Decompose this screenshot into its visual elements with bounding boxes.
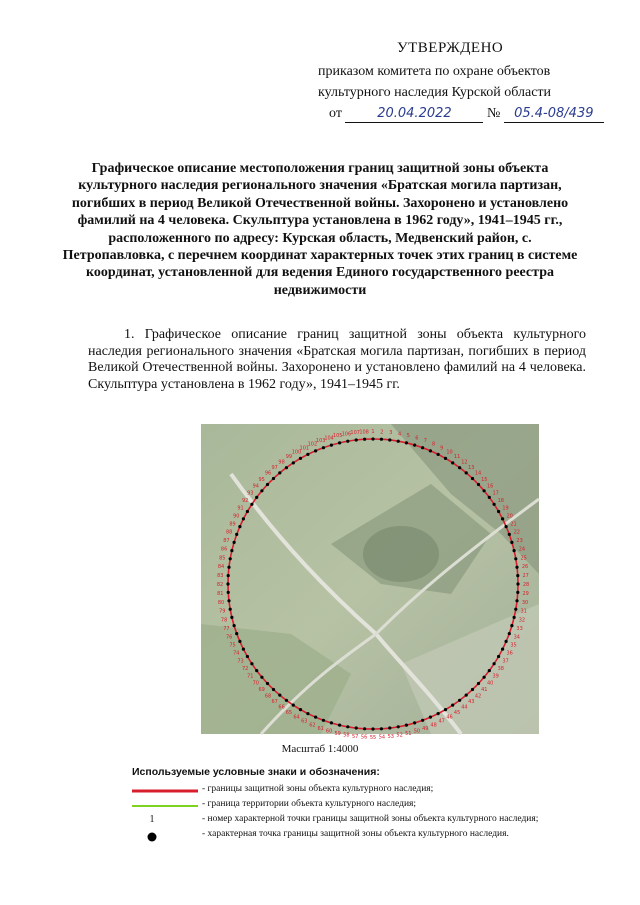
- boundary-point: [510, 541, 513, 544]
- point-number-label: 35: [510, 642, 517, 649]
- point-number-label: 40: [487, 680, 494, 687]
- map-svg: [201, 424, 539, 741]
- boundary-point: [235, 632, 238, 635]
- point-number-label: 103: [315, 438, 326, 445]
- point-number-label: 37: [502, 658, 509, 665]
- number-label: №: [486, 106, 501, 121]
- point-number-label: 80: [217, 599, 225, 606]
- point-number-label: 6: [415, 435, 419, 442]
- point-number-label: 86: [220, 546, 228, 553]
- boundary-point: [444, 708, 447, 711]
- point-number-label: 13: [468, 464, 475, 471]
- point-number-label: 95: [258, 477, 265, 483]
- boundary-point: [477, 483, 480, 486]
- boundary-point: [371, 727, 374, 730]
- point-number-label: 105: [332, 433, 343, 440]
- boundary-point: [371, 437, 374, 440]
- boundary-point: [299, 457, 302, 460]
- point-number-label: 61: [317, 725, 324, 732]
- boundary-point: [346, 725, 349, 728]
- boundary-point: [465, 471, 468, 474]
- legend-row-boundary: [132, 784, 592, 798]
- point-number-label: 73: [237, 658, 244, 665]
- point-number-label: 22: [513, 529, 520, 536]
- point-number-label: 85: [219, 555, 226, 562]
- point-number-label: 28: [522, 582, 530, 588]
- approval-line-2: культурного наследия Курской области: [318, 85, 552, 100]
- boundary-point: [338, 724, 341, 727]
- boundary-point: [380, 438, 383, 441]
- point-number-label: 50: [413, 728, 421, 735]
- boundary-point: [451, 461, 454, 464]
- approval-number-field: [504, 106, 604, 123]
- point-number-label: 91: [237, 505, 244, 512]
- boundary-point: [437, 453, 440, 456]
- boundary-point: [355, 438, 358, 441]
- point-number-label: 38: [497, 666, 504, 673]
- boundary-point: [230, 616, 233, 619]
- legend-row-number: [132, 814, 592, 828]
- point-number-label: 82: [216, 582, 224, 588]
- point-number-label: 100: [291, 449, 302, 456]
- boundary-point: [515, 599, 518, 602]
- boundary-point: [421, 446, 424, 449]
- point-number-label: 97: [271, 464, 278, 471]
- legend-row-dot: [132, 829, 592, 843]
- point-number-label: 58: [343, 732, 350, 739]
- boundary-point: [444, 457, 447, 460]
- point-number-label: 46: [446, 714, 453, 721]
- boundary-point: [338, 441, 341, 444]
- boundary-point: [278, 471, 281, 474]
- point-number-label: 63: [301, 718, 308, 725]
- section-1-text: 1. Графическое описание границ защитной зоны объекта культурного наследия регионального значения «Братская могила партизан, погибших в период Великой Отечественной войны. Захоронено и установлено фамилий на 4 человека. Скульптура установлена в 1962 году», 1941–1945 гг.: [88, 327, 586, 392]
- boundary-point: [397, 440, 400, 443]
- boundary-point: [497, 655, 500, 658]
- boundary-point: [250, 503, 253, 506]
- boundary-point: [477, 682, 480, 685]
- legend-text-number: - номер характерной точки границы защитной зоны объекта культурного наследия;: [202, 814, 539, 824]
- boundary-point: [413, 721, 416, 724]
- boundary-point: [314, 716, 317, 719]
- boundary-point: [488, 669, 491, 672]
- point-number-label: 66: [278, 704, 285, 711]
- point-number-label: 19: [502, 505, 509, 512]
- point-number-label: 23: [516, 538, 523, 545]
- point-number-label: 11: [453, 454, 461, 461]
- boundary-point: [501, 648, 504, 651]
- point-number-label: 59: [334, 730, 341, 737]
- point-number-label: 106: [341, 431, 352, 438]
- legend-title: Используемые условные знаки и обозначения:: [132, 766, 380, 778]
- point-number-label: 3: [389, 430, 393, 436]
- point-number-label: 65: [285, 709, 293, 716]
- approval-date-field: [345, 106, 483, 123]
- point-number-label: 7: [423, 438, 427, 445]
- point-number-label: 108: [359, 429, 369, 436]
- boundary-point: [516, 582, 519, 585]
- point-number-label: 78: [220, 617, 228, 624]
- boundary-point: [388, 726, 391, 729]
- boundary-point: [483, 489, 486, 492]
- point-number-label: 43: [468, 699, 475, 706]
- boundary-point: [227, 599, 230, 602]
- point-number-label: 48: [430, 722, 437, 729]
- from-label: от: [329, 106, 342, 121]
- boundary-point: [429, 449, 432, 452]
- approval-line-1: приказом комитета по охране объектов: [318, 64, 551, 79]
- point-number-label: 67: [271, 699, 278, 706]
- boundary-point: [229, 557, 232, 560]
- boundary-point: [413, 444, 416, 447]
- boundary-point: [388, 438, 391, 441]
- boundary-point: [246, 510, 249, 513]
- boundary-point: [493, 503, 496, 506]
- point-number-label: 31: [520, 608, 527, 615]
- boundary-point: [250, 662, 253, 665]
- point-number-label: 70: [252, 680, 259, 687]
- boundary-point: [235, 533, 238, 536]
- approval-date: 20.04.2022: [377, 106, 452, 121]
- point-number-label: 25: [520, 555, 527, 562]
- point-number-label: 107: [350, 430, 360, 436]
- boundary-point: [227, 591, 230, 594]
- boundary-point: [483, 676, 486, 679]
- boundary-point: [380, 727, 383, 730]
- point-number-label: 101: [299, 445, 310, 452]
- boundary-point: [471, 477, 474, 480]
- point-number-label: 93: [247, 490, 254, 497]
- legend-text-territory: - граница территории объекта культурного наследия;: [202, 799, 417, 809]
- legend: [132, 766, 539, 839]
- point-number-label: 64: [293, 714, 300, 721]
- point-number-label: 44: [461, 704, 468, 711]
- point-number-label: 89: [229, 521, 236, 528]
- approval-date-number-line: [329, 106, 604, 123]
- boundary-point: [299, 708, 302, 711]
- approval-title: УТВЕРЖДЕНО: [397, 40, 504, 56]
- boundary-point: [437, 712, 440, 715]
- boundary-point: [514, 608, 517, 611]
- section-1-paragraph: [88, 327, 586, 393]
- point-number-label: 49: [422, 725, 429, 732]
- point-number-label: 41: [481, 687, 488, 693]
- boundary-point: [242, 648, 245, 651]
- point-number-label: 54: [378, 734, 386, 741]
- boundary-point: [330, 721, 333, 724]
- legend-dot-symbol: [132, 829, 202, 843]
- boundary-point: [230, 549, 233, 552]
- point-number-label: 99: [285, 454, 293, 461]
- point-number-label: 84: [217, 564, 225, 571]
- point-number-label: 87: [223, 538, 230, 545]
- point-number-label: 1: [371, 429, 375, 435]
- point-number-label: 8: [432, 441, 436, 448]
- boundary-point: [233, 541, 236, 544]
- boundary-point: [255, 496, 258, 499]
- boundary-point: [330, 444, 333, 447]
- point-number-label: 92: [242, 497, 249, 504]
- point-number-label: 71: [247, 673, 254, 680]
- boundary-point: [227, 574, 230, 577]
- legend-green-line-symbol: [132, 799, 202, 813]
- boundary-point: [516, 574, 519, 577]
- point-number-label: 18: [497, 497, 504, 504]
- boundary-point: [493, 662, 496, 665]
- map-scale: Масштаб 1:4000: [281, 743, 359, 755]
- boundary-point: [229, 608, 232, 611]
- point-number-label: 68: [264, 693, 272, 700]
- boundary-point: [505, 525, 508, 528]
- boundary-point: [292, 461, 295, 464]
- point-number-label: 98: [278, 459, 285, 466]
- point-number-label: 15: [481, 477, 488, 483]
- boundary-point: [497, 510, 500, 513]
- boundary-point: [246, 655, 249, 658]
- boundary-point: [278, 694, 281, 697]
- boundary-point: [272, 688, 275, 691]
- boundary-point: [306, 712, 309, 715]
- boundary-point: [285, 699, 288, 702]
- boundary-point: [233, 624, 236, 627]
- point-number-label: 20: [506, 513, 513, 520]
- point-number-label: 16: [487, 483, 494, 490]
- boundary-point: [421, 719, 424, 722]
- point-number-label: 30: [521, 599, 529, 606]
- boundary-point: [501, 517, 504, 520]
- boundary-point: [465, 694, 468, 697]
- point-number-label: 75: [229, 642, 236, 649]
- boundary-point: [238, 525, 241, 528]
- boundary-point: [363, 438, 366, 441]
- boundary-point: [516, 591, 519, 594]
- boundary-point: [285, 466, 288, 469]
- boundary-point: [429, 716, 432, 719]
- boundary-point: [226, 582, 229, 585]
- boundary-point: [227, 566, 230, 569]
- boundary-point: [397, 725, 400, 728]
- point-number-label: 55: [369, 735, 377, 741]
- boundary-point: [505, 640, 508, 643]
- point-number-label: 4: [398, 431, 402, 438]
- boundary-point: [508, 533, 511, 536]
- boundary-point: [306, 453, 309, 456]
- boundary-point: [363, 727, 366, 730]
- boundary-point: [255, 669, 258, 672]
- boundary-point: [458, 466, 461, 469]
- boundary-point: [458, 699, 461, 702]
- point-number-label: 69: [258, 687, 265, 693]
- point-number-label: 53: [387, 734, 394, 740]
- point-number-label: 2: [380, 429, 384, 436]
- point-number-label: 34: [513, 634, 520, 641]
- point-number-label: 104: [324, 435, 334, 442]
- point-number-label: 79: [219, 608, 226, 615]
- point-number-label: 94: [252, 483, 259, 490]
- point-number-label: 39: [492, 673, 499, 680]
- aerial-map: [201, 424, 539, 741]
- point-number-label: 24: [518, 546, 526, 553]
- boundary-point: [405, 441, 408, 444]
- point-number-label: 27: [522, 573, 529, 580]
- boundary-point: [508, 632, 511, 635]
- point-number-label: 32: [518, 617, 526, 624]
- point-number-label: 47: [438, 718, 445, 725]
- boundary-point: [266, 682, 269, 685]
- tree-cluster-dark: [363, 526, 439, 582]
- point-number-label: 33: [516, 625, 523, 632]
- boundary-point: [238, 640, 241, 643]
- point-number-label: 12: [461, 459, 468, 466]
- point-number-label: 57: [352, 734, 359, 740]
- boundary-point: [451, 704, 454, 707]
- boundary-point: [514, 557, 517, 560]
- boundary-point: [488, 496, 491, 499]
- boundary-point: [260, 676, 263, 679]
- point-number-label: 36: [506, 650, 513, 657]
- point-number-label: 52: [396, 732, 403, 739]
- point-number-label: 90: [233, 513, 240, 520]
- boundary-point: [266, 483, 269, 486]
- approval-number: 05.4-08/439: [514, 106, 594, 121]
- legend-row-territory: [132, 799, 592, 813]
- point-number-label: 45: [453, 709, 461, 716]
- boundary-point: [513, 549, 516, 552]
- point-number-label: 29: [522, 590, 529, 597]
- boundary-point: [272, 477, 275, 480]
- point-number-label: 14: [474, 470, 482, 477]
- boundary-point: [471, 688, 474, 691]
- point-number-label: 42: [474, 693, 482, 700]
- point-number-label: 62: [309, 722, 316, 729]
- document-heading: Графическое описание местоположения границ защитной зоны объекта культурного наследия регионального значения «Братская могила партизан, погибших в период Великой Отечественной войны. Захоронено и установлено фамилий на 4 человека. Скульптура установлена в 1962 году», 1941–1945 гг., расположенного по адресу: Курская область, Медвенский район, с. Петропавловка, с перечнем координат характерных точек этих границ в системе координат, установленной для ведения Единого государственного реестра недвижимости: [62, 161, 578, 298]
- boundary-point: [346, 440, 349, 443]
- boundary-point: [322, 446, 325, 449]
- boundary-point: [242, 517, 245, 520]
- point-number-label: 10: [446, 449, 453, 456]
- boundary-point: [405, 724, 408, 727]
- point-number-label: 102: [307, 441, 318, 448]
- boundary-point: [314, 449, 317, 452]
- boundary-point: [292, 704, 295, 707]
- point-number-label: 56: [360, 734, 368, 741]
- point-number-label: 51: [405, 730, 412, 737]
- legend-text-dot: - характерная точка границы защитной зоны объекта культурного наследия.: [202, 829, 509, 839]
- boundary-point: [260, 489, 263, 492]
- point-number-label: 96: [264, 470, 272, 477]
- point-number-label: 9: [440, 445, 444, 452]
- legend-number-symbol: 1: [149, 814, 155, 825]
- boundary-point: [515, 566, 518, 569]
- point-number-label: 83: [217, 573, 224, 580]
- boundary-point: [322, 719, 325, 722]
- boundary-point: [355, 726, 358, 729]
- point-number-label: 17: [492, 490, 499, 497]
- point-number-label: 74: [233, 650, 240, 657]
- point-number-label: 26: [521, 564, 529, 571]
- point-number-label: 88: [226, 529, 233, 536]
- legend-red-line-symbol: [132, 784, 202, 798]
- point-number-label: 72: [242, 666, 249, 673]
- legend-text-boundary: - границы защитной зоны объекта культурного наследия;: [202, 784, 434, 794]
- point-number-label: 5: [406, 433, 410, 440]
- point-number-label: 60: [325, 728, 333, 735]
- boundary-point: [510, 624, 513, 627]
- point-number-label: 77: [223, 625, 230, 632]
- boundary-point: [513, 616, 516, 619]
- point-number-label: 76: [226, 634, 233, 641]
- point-number-label: 81: [217, 590, 224, 597]
- point-number-label: 21: [510, 521, 517, 528]
